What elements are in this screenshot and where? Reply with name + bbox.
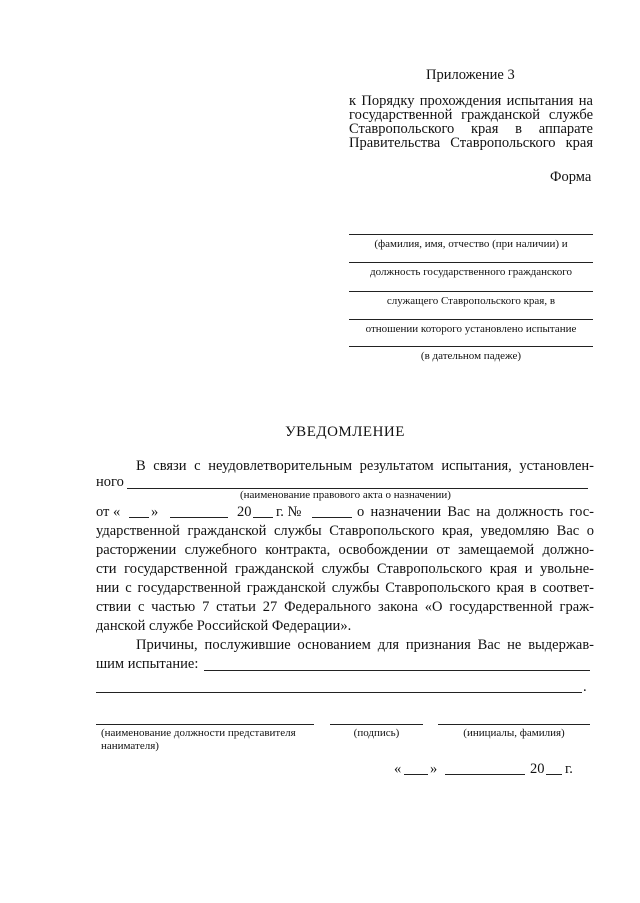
addressee-line[interactable] [349,234,593,235]
appendix-line: к Порядку прохождения испытания на [349,93,593,109]
position-line[interactable] [96,724,314,725]
body-line: данской службе Российской Федерации». [96,618,352,634]
ref-year: 20 [237,504,252,520]
sign-line[interactable] [330,724,423,725]
appendix-line: Ставропольского края в аппарате [349,121,593,137]
ref-quote-close: » [151,504,159,520]
body-line: сти государственной гражданской службы Ставропольского края и увольне- [96,561,594,577]
body-line: ного [96,474,124,490]
reasons-line[interactable] [96,692,582,693]
addressee-caption: отношении которого установлено испытание [365,323,577,335]
name-line[interactable] [438,724,590,725]
ref-rest: о назначении Вас на должность гос- [357,504,594,520]
appendix-line: Правительства Ставропольского края [349,135,593,151]
ref-g-no: г. № [276,504,302,520]
date-day-line[interactable] [404,774,428,775]
name-caption: (инициалы, фамилия) [463,727,565,739]
appendix-line: государственной гражданской службе [349,107,593,123]
date-month-line[interactable] [445,774,525,775]
reasons-end: . [583,679,587,695]
addressee-line[interactable] [349,262,593,263]
date-quote-open: « [394,761,402,777]
body-line: ствии с частью 7 статьи 27 Федерального закона «О государственной граж- [96,599,594,615]
addressee-caption: служащего Ставропольского края, в [386,295,556,307]
reasons-line[interactable] [204,670,590,671]
legal-act-caption: (наименование правового акта о назначении) [240,489,451,501]
addressee-line[interactable] [349,291,593,292]
position-caption: нанимателя) [101,740,159,752]
addressee-caption: должность государственного гражданского [370,266,572,278]
document-title: УВЕДОМЛЕНИЕ [285,424,405,440]
sign-caption: (подпись) [353,727,400,739]
body-line: Причины, послужившие основанием для признания Вас не выдержав- [136,637,594,653]
ref-number-line[interactable] [312,517,352,518]
addressee-caption: (фамилия, имя, отчество (при наличии) и [374,238,568,250]
date-g: г. [565,761,573,777]
body-line: расторжении служебного контракта, освобождении от замещаемой должно- [96,542,594,558]
addressee-caption: (в дательном падеже) [420,350,522,362]
addressee-line[interactable] [349,319,593,320]
body-line: нии с государственной гражданской службы Ставропольского края в соответ- [96,580,594,596]
position-caption: (наименование должности представителя [101,727,296,739]
appendix-title: Приложение 3 [426,67,515,83]
body-line: ударственной гражданской службы Ставропольского края, уведомляю Вас о [96,523,594,539]
form-label: Форма [550,169,592,185]
date-year: 20 [530,761,545,777]
ref-year-line[interactable] [253,517,273,518]
ref-day-line[interactable] [129,517,149,518]
addressee-line[interactable] [349,346,593,347]
body-line: шим испытание: [96,656,199,672]
body-line: В связи с неудовлетворительным результатом испытания, установлен- [136,458,594,474]
date-quote-close: » [430,761,438,777]
date-year-line[interactable] [546,774,562,775]
ref-from: от « [96,504,121,520]
ref-month-line[interactable] [170,517,228,518]
